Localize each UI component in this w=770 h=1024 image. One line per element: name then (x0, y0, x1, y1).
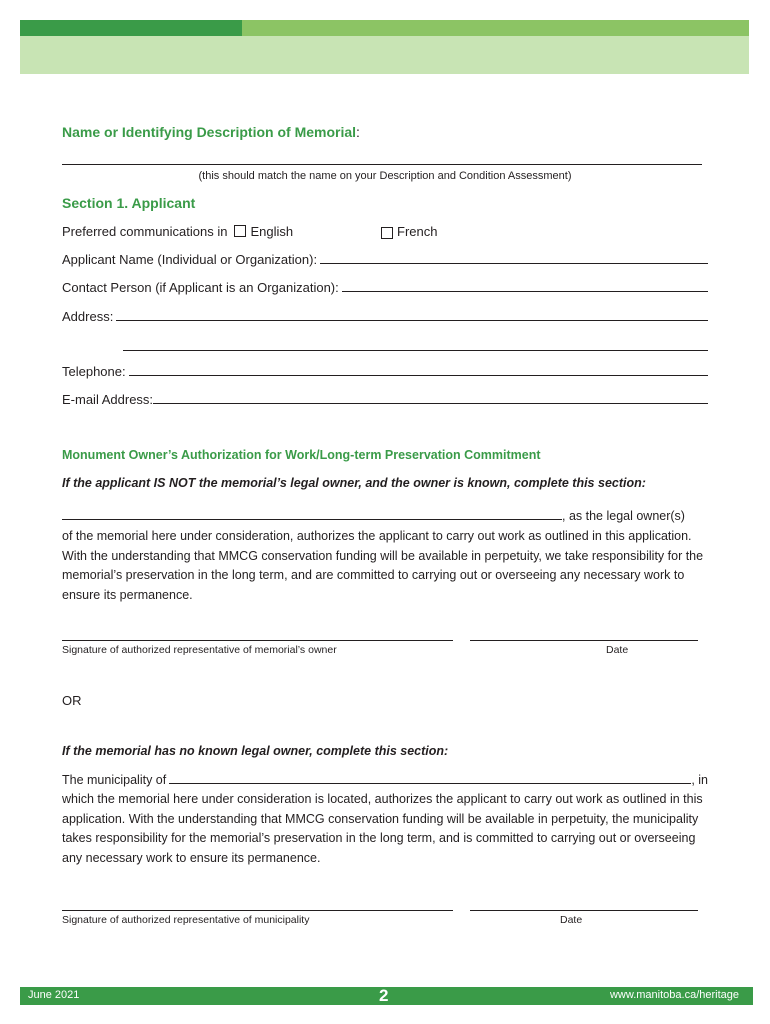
memorial-name-heading-text: Name or Identifying Description of Memorial (62, 124, 357, 140)
municipality-date-field[interactable] (470, 910, 698, 911)
address-label: Address: (62, 309, 114, 324)
contact-person-label: Contact Person (if Applicant is an Organization): (62, 280, 339, 295)
telephone-field[interactable] (129, 374, 708, 376)
header-band (20, 36, 749, 74)
owner-paragraph: of the memorial here under consideration, authorizes the applicant to carry out work as outlined in this application. With the understanding that MMCG conservation funding will be available in perpetuity, we take responsibility for the memorial’s preservation in the long term, and are committed to carrying out or overseeing any necessary work to ensure its permanence. (62, 529, 704, 602)
pref-comm-label: Preferred communications in (62, 224, 228, 239)
applicant-name-label: Applicant Name (Individual or Organization): (62, 252, 318, 267)
contact-person-field[interactable] (342, 290, 708, 292)
owner-signature-field[interactable] (62, 640, 453, 641)
or-label: OR (62, 693, 82, 708)
english-checkbox[interactable] (234, 225, 246, 237)
municipality-paragraph: which the memorial here under consideration is located, authorizes the applicant to carry out work as outlined in this application. With the understanding that MMCG conservation funding will be available in perpetuity, the municipality takes responsibility for the memorial’s preservation in the long term, and is committed to carrying out or overseeing any necessary work to ensure its permanence. (62, 792, 703, 865)
municipality-prefix: The municipality of (62, 773, 167, 787)
owner-known-heading: If the applicant IS NOT the memorial’s legal owner, and the owner is known, complete this section: (62, 476, 646, 490)
memorial-name-field[interactable] (62, 154, 702, 165)
header-bar-dark (20, 20, 242, 36)
telephone-row (62, 364, 708, 379)
telephone-label: Telephone: (62, 364, 126, 379)
authorization-heading: Monument Owner’s Authorization for Work/Long-term Preservation Commitment (62, 448, 541, 462)
header-bar-light (242, 20, 749, 36)
owner-signature-label: Signature of authorized representative of memorial’s owner (62, 644, 337, 656)
email-row (62, 392, 708, 407)
owner-date-field[interactable] (470, 640, 698, 641)
municipality-date-label: Date (560, 914, 583, 926)
municipality-signature-label: Signature of authorized representative of municipality (62, 914, 310, 926)
section1-heading: Section 1. Applicant (62, 195, 196, 211)
french-option[interactable] (381, 224, 437, 239)
owner-suffix: , as the legal owner(s) (562, 509, 685, 523)
address-row (62, 309, 708, 324)
page-number: 2 (379, 986, 389, 1005)
owner-name-field[interactable] (62, 518, 562, 520)
email-field[interactable] (153, 402, 708, 404)
address-field-line1[interactable] (116, 319, 708, 321)
email-label: E-mail Address: (62, 392, 154, 407)
french-checkbox[interactable] (381, 227, 393, 239)
municipality-suffix: , in (691, 773, 708, 787)
no-owner-heading: If the memorial has no known legal owner, complete this section: (62, 744, 449, 758)
english-label: English (250, 224, 294, 239)
municipality-signature-field[interactable] (62, 910, 453, 911)
footer-date: June 2021 (28, 989, 80, 1001)
memorial-name-note: (this should match the name on your Description and Condition Assessment) (198, 170, 572, 182)
footer-url[interactable]: www.manitoba.ca/heritage (609, 989, 739, 1001)
municipality-field[interactable] (169, 782, 691, 784)
memorial-name-heading (62, 124, 360, 140)
applicant-name-row (62, 252, 708, 267)
french-label: French (397, 224, 438, 239)
owner-name-row (62, 509, 708, 523)
owner-date-label: Date (606, 644, 629, 656)
municipality-row (62, 773, 708, 787)
english-option[interactable] (234, 224, 293, 239)
address-field-line2[interactable] (123, 340, 708, 351)
applicant-name-field[interactable] (320, 262, 708, 264)
contact-person-row (62, 280, 708, 295)
memorial-name-colon: : (356, 124, 360, 140)
footer-bar (20, 987, 753, 1005)
